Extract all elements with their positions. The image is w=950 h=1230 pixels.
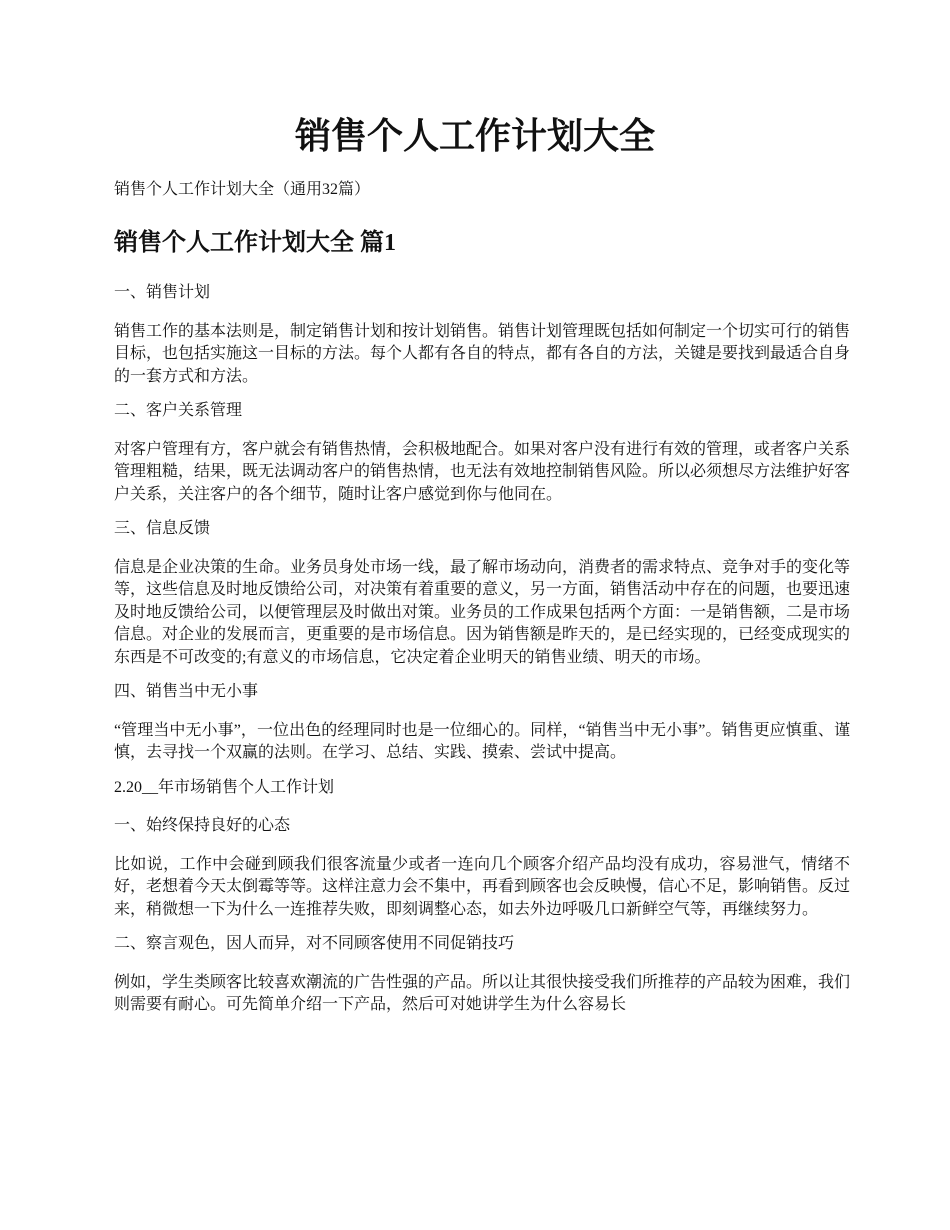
subsection-heading: 2.20__年市场销售个人工作计划 — [114, 778, 335, 796]
document-subtitle: 销售个人工作计划大全（通用32篇） — [114, 181, 371, 198]
subsection-heading: 三、信息反馈 — [114, 520, 211, 537]
subsection-heading: 一、始终保持良好的心态 — [114, 817, 291, 834]
body-paragraph: 比如说，工作中会碰到顾我们很客流量少或者一连向几个顾客介绍产品均没有成功，容易泄气，情绪不好，老想着今天太倒霉等等。这样注意力会不集中，再看到顾客也会反映慢，信心不足，影响销售。反过来，稍微想一下为什么一连推荐失败，即刻调整心态，如去外边呼吸几口新鲜空气等，再继续努力。 — [114, 855, 851, 918]
subsection-heading: 二、客户关系管理 — [114, 402, 243, 419]
section-heading: 销售个人工作计划大全 篇1 — [114, 230, 396, 256]
subsection-heading: 一、销售计划 — [114, 284, 211, 301]
body-paragraph: 销售工作的基本法则是，制定销售计划和按计划销售。销售计划管理既包括如何制定一个切实可行的销售目标，也包括实施这一目标的方法。每个人都有各自的特点，都有各自的方法，关键是要找到最适合自身的一套方式和方法。 — [114, 322, 851, 385]
body-paragraph: “管理当中无小事”，一位出色的经理同时也是一位细心的。同样，“销售当中无小事”。销售更应慎重、谨慎，去寻找一个双赢的法则。在学习、总结、实践、摸索、尝试中提高。 — [114, 721, 850, 761]
body-paragraph: 对客户管理有方，客户就会有销售热情，会积极地配合。如果对客户没有进行有效的管理，或者客户关系管理粗糙，结果，既无法调动客户的销售热情，也无法有效地控制销售风险。所以必须想尽方法维护好客户关系，关注客户的各个细节，随时让客户感觉到你与他同在。 — [114, 440, 851, 503]
body-paragraph: 信息是企业决策的生命。业务员身处市场一线，最了解市场动向，消费者的需求特点、竞争对手的变化等等，这些信息及时地反馈给公司，对决策有着重要的意义，另一方面，销售活动中存在的问题，也要迅速及时地反馈给公司，以便管理层及时做出对策。业务员的工作成果包括两个方面：一是销售额，二是市场信息。对企业的发展而言，更重要的是市场信息。因为销售额是昨天的，是已经实现的，已经变成现实的东西是不可改变的;有意义的市场信息，它决定着企业明天的销售业绩、明天的市场。 — [114, 558, 851, 666]
document-title: 销售个人工作计划大全 — [294, 116, 655, 156]
body-paragraph: 例如，学生类顾客比较喜欢潮流的广告性强的产品。所以让其很快接受我们所推荐的产品较为困难，我们则需要有耐心。可先简单介绍一下产品，然后可对她讲学生为什么容易长 — [114, 973, 851, 1013]
subsection-heading: 二、察言观色，因人而异，对不同顾客使用不同促销技巧 — [114, 935, 515, 952]
document-body — [114, 282, 850, 1029]
subsection-heading: 四、销售当中无小事 — [114, 683, 259, 700]
